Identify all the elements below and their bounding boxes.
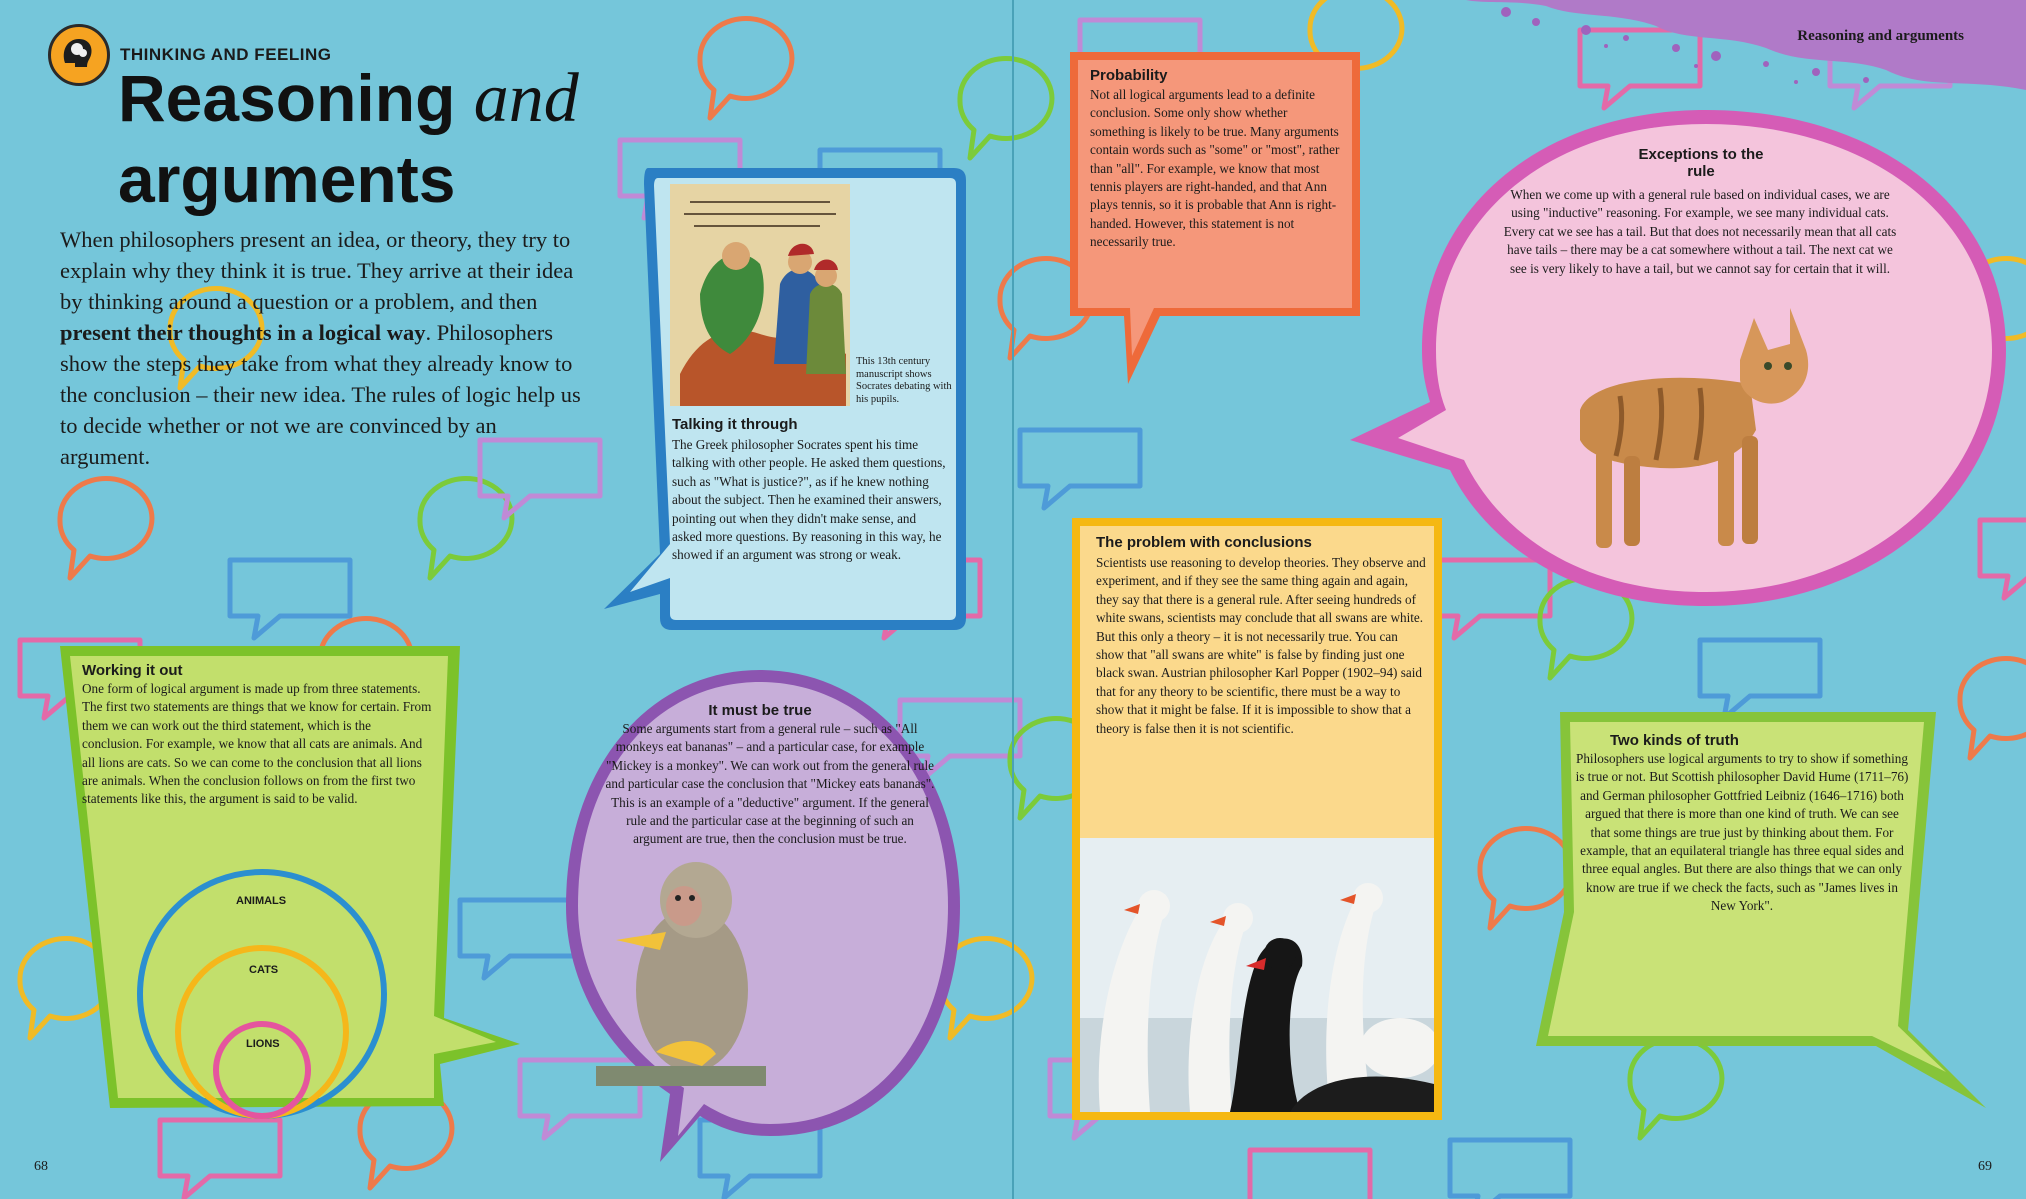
- venn-label-lions: LIONS: [246, 1038, 280, 1050]
- probability-box: [1070, 52, 1364, 388]
- background-bubble-outline: [960, 58, 1052, 158]
- head-thought-icon: [48, 24, 110, 86]
- intro-paragraph: [60, 224, 590, 472]
- page-title: [118, 58, 579, 219]
- background-bubble-outline: [420, 478, 512, 578]
- title-word-3: arguments: [118, 142, 456, 216]
- working-it-out-box: [60, 646, 580, 1116]
- background-bubble-outline: [60, 478, 152, 578]
- background-bubble-outline: [230, 560, 350, 638]
- two-kinds-text: Philosophers use logical arguments to try to show if something is true or not. But Scottish philosopher David Hume (1711–76) and German philosopher Gottfried Leibniz (1646–1716) both argued that there is more than one kind of truth. We can see that some things are true just by thinking about them. For example, that an equilateral triangle has three equal sides and three equal angles. But there are also things that we can only know are true if we check the facts, such as "James lives in New York".: [1575, 751, 1909, 914]
- exceptions-box: [1350, 110, 2010, 610]
- working-title: Working it out: [82, 662, 183, 679]
- venn-label-animals: ANIMALS: [236, 895, 287, 907]
- swans-image: [1080, 838, 1434, 1112]
- section-label: THINKING AND FEELING: [120, 45, 332, 64]
- title-word-1: Reasoning: [118, 61, 456, 135]
- must-title: It must be true: [708, 702, 812, 719]
- background-bubble-outline: [1700, 640, 1820, 718]
- conclusions-text: Scientists use reasoning to develop theories. They observe and experiment, and if they see the same thing again and again, they say that there is a general rule. After seeing hundreds of white swans, scientists may conclude that all swans are white. But this only a theory – it is not necessarily true. You can show that "all swans are white" is false by finding just one black swan. Austrian philosopher Karl Popper (1902–94) said that for any theory to be scientific, there must be a way to show that it might be false. If it is impossible to show that a theory is false then it is not scientific.: [1096, 555, 1426, 736]
- probability-title: Probability: [1090, 67, 1168, 84]
- probability-text: Not all logical arguments lead to a definite conclusion. Some only show whether something is likely to be true. Many arguments contain words such as "some" or "most", rather than "all". For example, we know that most tennis players are right-handed, and that Ann plays tennis, so it is probable that Ann is right-handed. However, this statement is not necessarily true.: [1090, 87, 1340, 250]
- two-kinds-title: Two kinds of truth: [1610, 732, 1739, 749]
- exceptions-text: When we come up with a general rule based on individual cases, we are using "inductive" reasoning. For example, we see many individual cats. Every cat we see has a tail. But that does not necessarily mean that all cats have tails – there may be a cat somewhere without a tail. The next cat we see is very likely to have a tail, but we cannot say for certain that it will.: [1503, 187, 1897, 276]
- intro-text-start: When philosophers present an idea, or theory, they try to explain why they think it is true. They arrive at their idea by thinking around a question or a problem, and then: [60, 227, 574, 314]
- two-kinds-of-truth-box: [1534, 712, 1994, 1112]
- page-number-left: 68: [34, 1159, 48, 1174]
- intro-text-bold: present their thoughts in a logical way: [60, 320, 426, 345]
- purple-splatter-decoration: [1466, 0, 2026, 90]
- manuscript-caption: This 13th century manuscript shows Socrates debating with his pupils.: [856, 356, 952, 405]
- exceptions-title: Exceptions to the rule: [1638, 146, 1764, 180]
- conclusions-title: The problem with conclusions: [1096, 534, 1312, 551]
- title-word-2: and: [473, 60, 579, 137]
- page-number-right: 69: [1978, 1159, 1992, 1174]
- cat-image: [1550, 300, 1820, 560]
- running-title: Reasoning and arguments: [1797, 28, 1964, 44]
- talking-text: The Greek philosopher Socrates spent his time talking with other people. He asked them questions, such as "What is justice?", as if he knew nothing about the subject. Then he examined their answers, pointing out when they didn't make sense, and asked more questions. By reasoning in this way, he showed if an argument was strong or weak.: [672, 437, 946, 563]
- background-bubble-outline: [1450, 1140, 1570, 1199]
- talking-it-through-box: [600, 164, 970, 634]
- background-bubble-outline: [160, 1120, 280, 1198]
- socrates-manuscript-image: [670, 184, 850, 406]
- page-gutter: [1012, 0, 1014, 1199]
- problem-with-conclusions-box: [1072, 518, 1444, 1122]
- it-must-be-true-box: [560, 666, 970, 1166]
- working-text: One form of logical argument is made up from three statements. The first two statements are things that we know for certain. From them we can work out the third statement, which is the conclusion. For example, we know that all cats are animals. And all lions are cats. So we can come to the conclusion that all lions are animals. When the conclusion follows on from the first two statements like this, the argument is said to be valid.: [82, 681, 432, 807]
- venn-label-cats: CATS: [249, 964, 279, 976]
- background-bubble-outline: [1020, 430, 1140, 508]
- monkey-eating-banana-image: [596, 840, 766, 1086]
- background-bubble-outline: [700, 18, 792, 118]
- must-text: Some arguments start from a general rule – such as "All monkeys eat bananas" – and a particular case, for example "Mickey is a monkey". We can work out from the general rule and particular case the conclusion that "Mickey eats bananas". This is an example of a "deductive" argument. If the general rule and the particular case at the beginning of such an argument are true, then the conclusion must be true.: [605, 721, 935, 847]
- talking-title: Talking it through: [672, 416, 798, 433]
- intro-text-end: . Philosophers show the steps they take from what they already know to the conclusion – their new idea. The rules of logic help us to decide whether or not we are convinced by an argument.: [60, 320, 581, 469]
- background-bubble-outline: [1250, 1150, 1370, 1199]
